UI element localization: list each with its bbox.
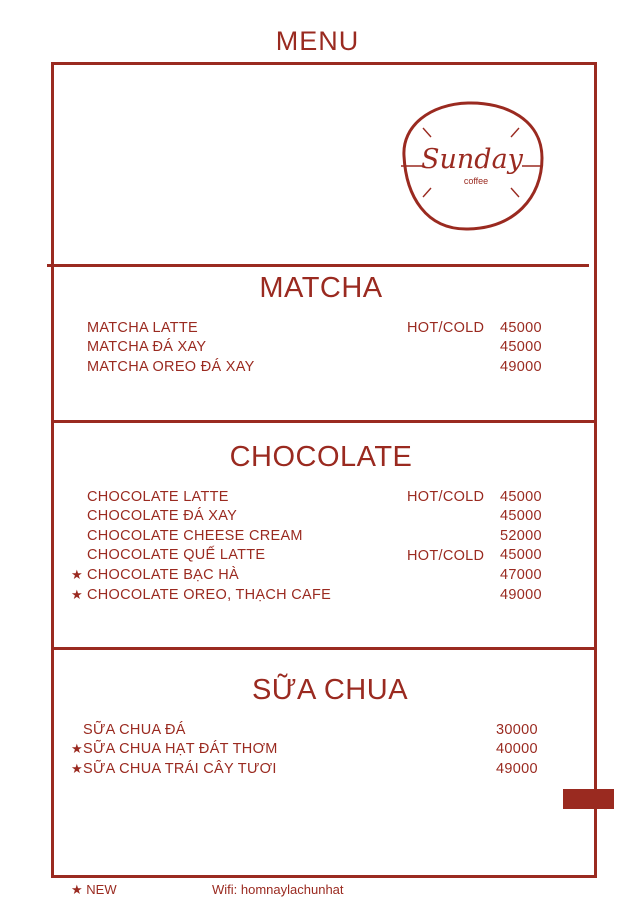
- item-name: SỮA CHUA TRÁI CÂY TƯƠI: [83, 761, 277, 777]
- item-tag: HOT/COLD: [407, 320, 485, 336]
- section-title-chocolate: CHOCOLATE: [229, 441, 413, 473]
- new-star-icon: ★: [71, 741, 83, 756]
- new-star-icon: ★: [71, 587, 83, 602]
- page-title: MENU: [275, 26, 360, 56]
- item-price: 52000: [500, 528, 542, 544]
- menu-item: [87, 545, 557, 565]
- new-star-icon: ★: [71, 567, 83, 582]
- ray-icon: [423, 128, 431, 137]
- menu-item: [83, 739, 553, 759]
- item-name: SỮA CHUA ĐÁ: [83, 722, 186, 738]
- sunday-coffee-logo: [396, 98, 548, 232]
- item-name: MATCHA ĐÁ XAY: [87, 339, 207, 355]
- item-price: 40000: [496, 741, 538, 757]
- divider-logo: [47, 264, 589, 267]
- item-price: 47000: [500, 567, 542, 583]
- menu-item: [87, 318, 557, 338]
- footer-new-label: NEW: [86, 882, 117, 897]
- item-name: CHOCOLATE QUẾ LATTE: [87, 547, 266, 563]
- item-name: CHOCOLATE ĐÁ XAY: [87, 508, 238, 524]
- item-name: CHOCOLATE CHEESE CREAM: [87, 528, 303, 544]
- item-price: 49000: [500, 359, 542, 375]
- menu-item: [87, 565, 557, 585]
- decorative-block: [563, 789, 614, 809]
- menu-item: [83, 759, 553, 779]
- item-name: MATCHA LATTE: [87, 320, 199, 336]
- footer-wifi: Wifi: homnaylachunhat: [212, 882, 344, 897]
- item-tag: HOT/COLD: [407, 548, 485, 564]
- logo-script: Sunday: [421, 144, 523, 175]
- menu-item: [87, 526, 557, 546]
- item-name: CHOCOLATE BẠC HÀ: [87, 567, 239, 583]
- item-price: 45000: [500, 508, 542, 524]
- item-price: 45000: [500, 339, 542, 355]
- item-name: MATCHA OREO ĐÁ XAY: [87, 359, 255, 375]
- item-name: CHOCOLATE OREO, THẠCH CAFE: [87, 587, 332, 603]
- item-name: CHOCOLATE LATTE: [87, 489, 229, 505]
- menu-item: [87, 506, 557, 526]
- logo-sub: coffee: [463, 176, 489, 186]
- item-tag: HOT/COLD: [407, 489, 485, 505]
- divider-matcha: [51, 420, 594, 423]
- menu-item: [87, 487, 557, 507]
- new-star-icon: ★: [71, 761, 83, 776]
- section-title-sua-chua: SỮA CHUA: [251, 674, 409, 706]
- menu-item: [87, 357, 557, 377]
- divider-chocolate: [51, 647, 594, 650]
- menu-item: [87, 337, 557, 357]
- item-price: 30000: [496, 722, 538, 738]
- menu-item: [83, 720, 553, 740]
- section-title-matcha: MATCHA: [259, 272, 383, 304]
- item-price: 49000: [496, 761, 538, 777]
- item-name: SỮA CHUA HẠT ĐÁT THƠM: [83, 741, 278, 757]
- menu-item: [87, 585, 557, 605]
- item-price: 49000: [500, 587, 542, 603]
- item-price: 45000: [500, 547, 542, 563]
- new-star-icon: ★: [71, 882, 83, 897]
- item-price: 45000: [500, 320, 542, 336]
- item-price: 45000: [500, 489, 542, 505]
- footer-new-legend: [71, 880, 117, 900]
